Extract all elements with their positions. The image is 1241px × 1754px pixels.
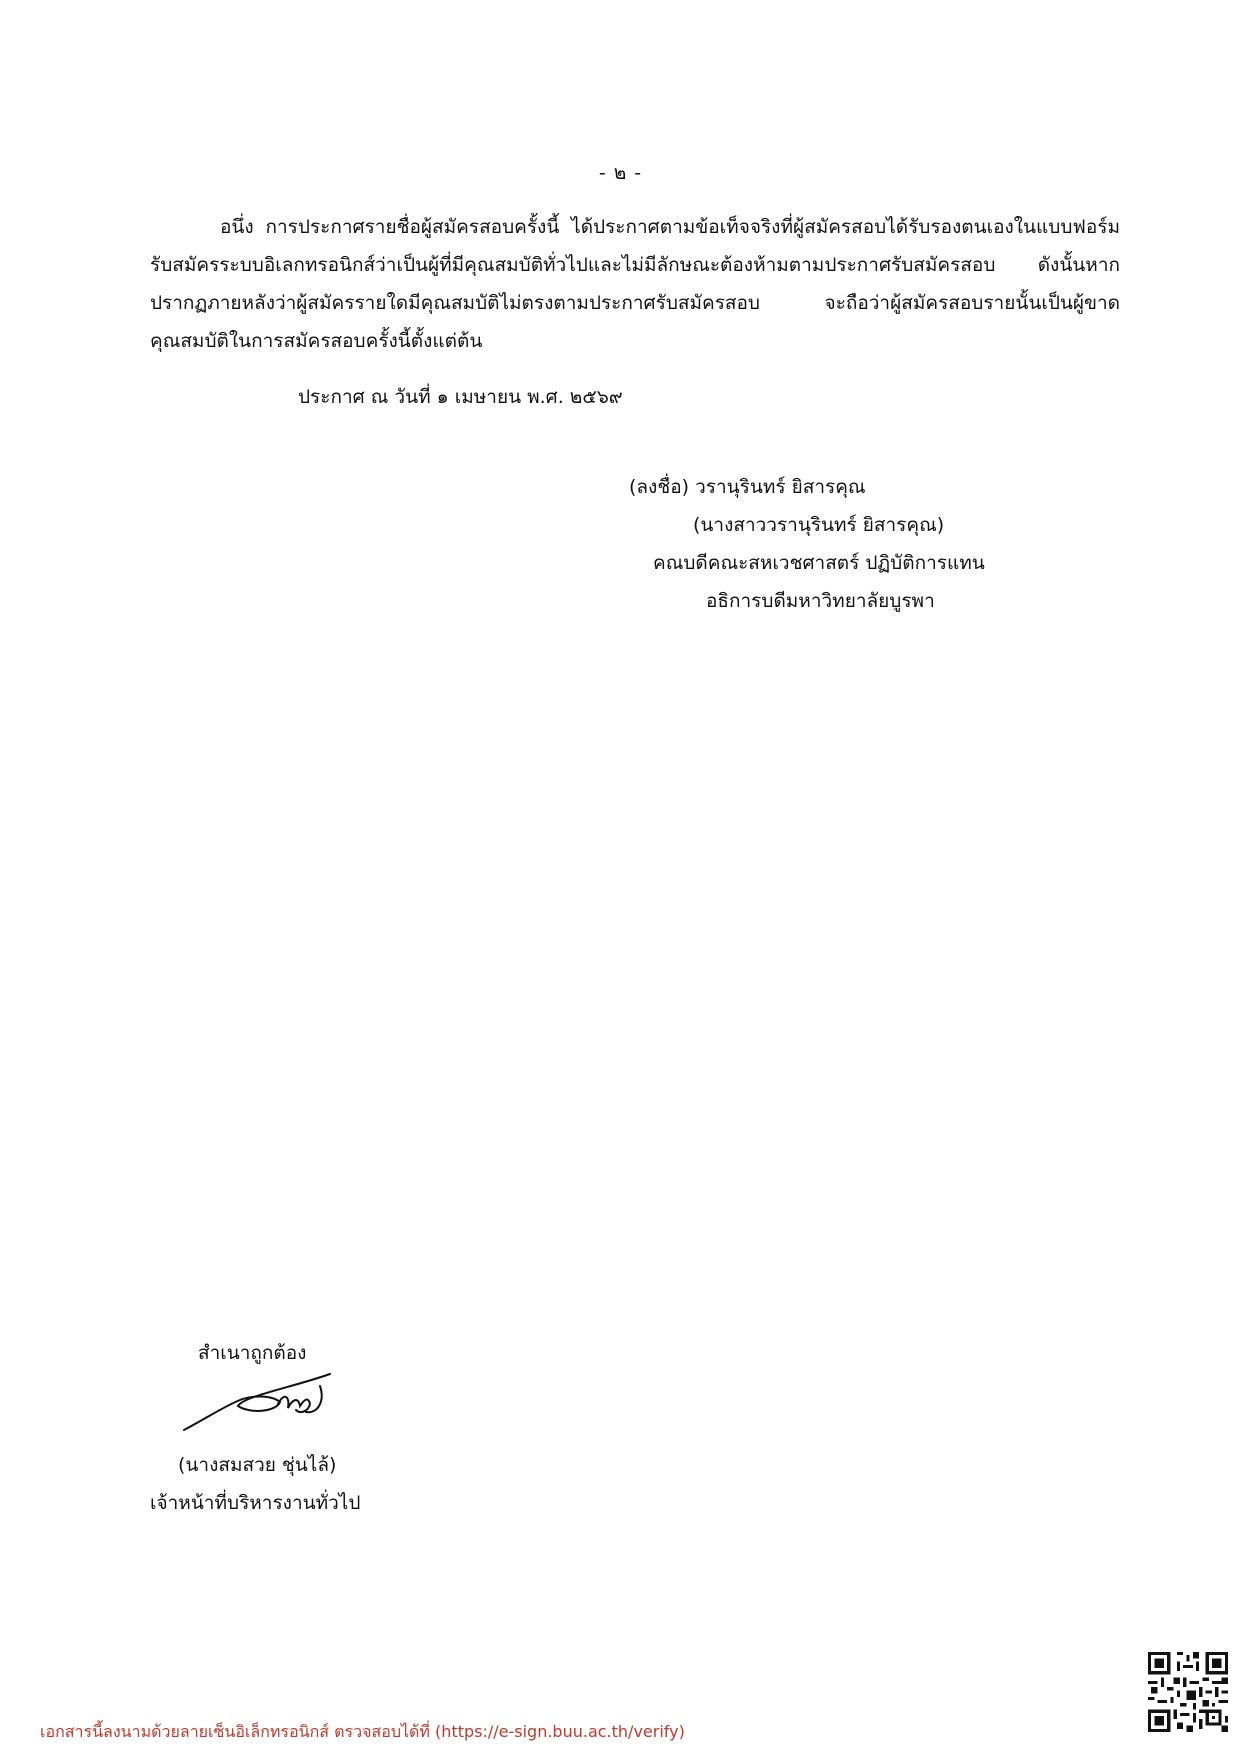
signatory-title-2: อธิการบดีมหาวิทยาลัยบูรพา: [706, 590, 935, 612]
esign-verify-note: เอกสารนี้ลงนามด้วยลายเซ็นอิเล็กทรอนิกส์ ตรวจสอบได้ที่ (https://e-sign.buu.ac.th/verify): [40, 1722, 685, 1741]
signatory-full-name: (นางสาววรานุรินทร์ ยิสารคุณ): [693, 514, 945, 536]
certified-copy-name: (นางสมสวย ชุ่นไล้): [178, 1454, 337, 1476]
handwritten-signature: [180, 1366, 340, 1436]
signatory-title: คณบดีคณะสหเวชศาสตร์ ปฏิบัติการแทน: [653, 552, 985, 574]
qr-code-icon[interactable]: [1148, 1652, 1228, 1732]
certified-copy-label: สำเนาถูกต้อง: [198, 1342, 307, 1364]
announcement-text: อนึ่ง การประกาศรายชื่อผู้สมัครสอบครั้งนี้ ได้ประกาศตามข้อเท็จจริงที่ผู้สมัครสอบได้รับรองตนเองในแบบฟอร์มรับสมัครระบบอิเลกทรอนิกส์ว่าเป็นผู้ที่มีคุณสมบัติทั่วไปและไม่มีลักษณะต้องห้ามตามประกาศรับสมัครสอบ ดังนั้นหากปรากฏภายหลังว่าผู้สมัครรายใดมีคุณสมบัติไม่ตรงตามประกาศรับสมัครสอบ จะถือว่าผู้สมัครสอบรายนั้นเป็นผู้ขาดคุณสมบัติในการสมัครสอบครั้งนี้ตั้งแต่ต้น: [150, 216, 1120, 352]
certified-copy-position: เจ้าหน้าที่บริหารงานทั่วไป: [150, 1492, 361, 1514]
body-paragraph: [150, 208, 1120, 360]
announcement-date: ประกาศ ณ วันที่ ๑ เมษายน พ.ศ. ๒๕๖๙: [298, 386, 623, 408]
page-number: - ๒ -: [598, 162, 643, 184]
signed-line: (ลงชื่อ) วรานุรินทร์ ยิสารคุณ: [629, 476, 866, 498]
